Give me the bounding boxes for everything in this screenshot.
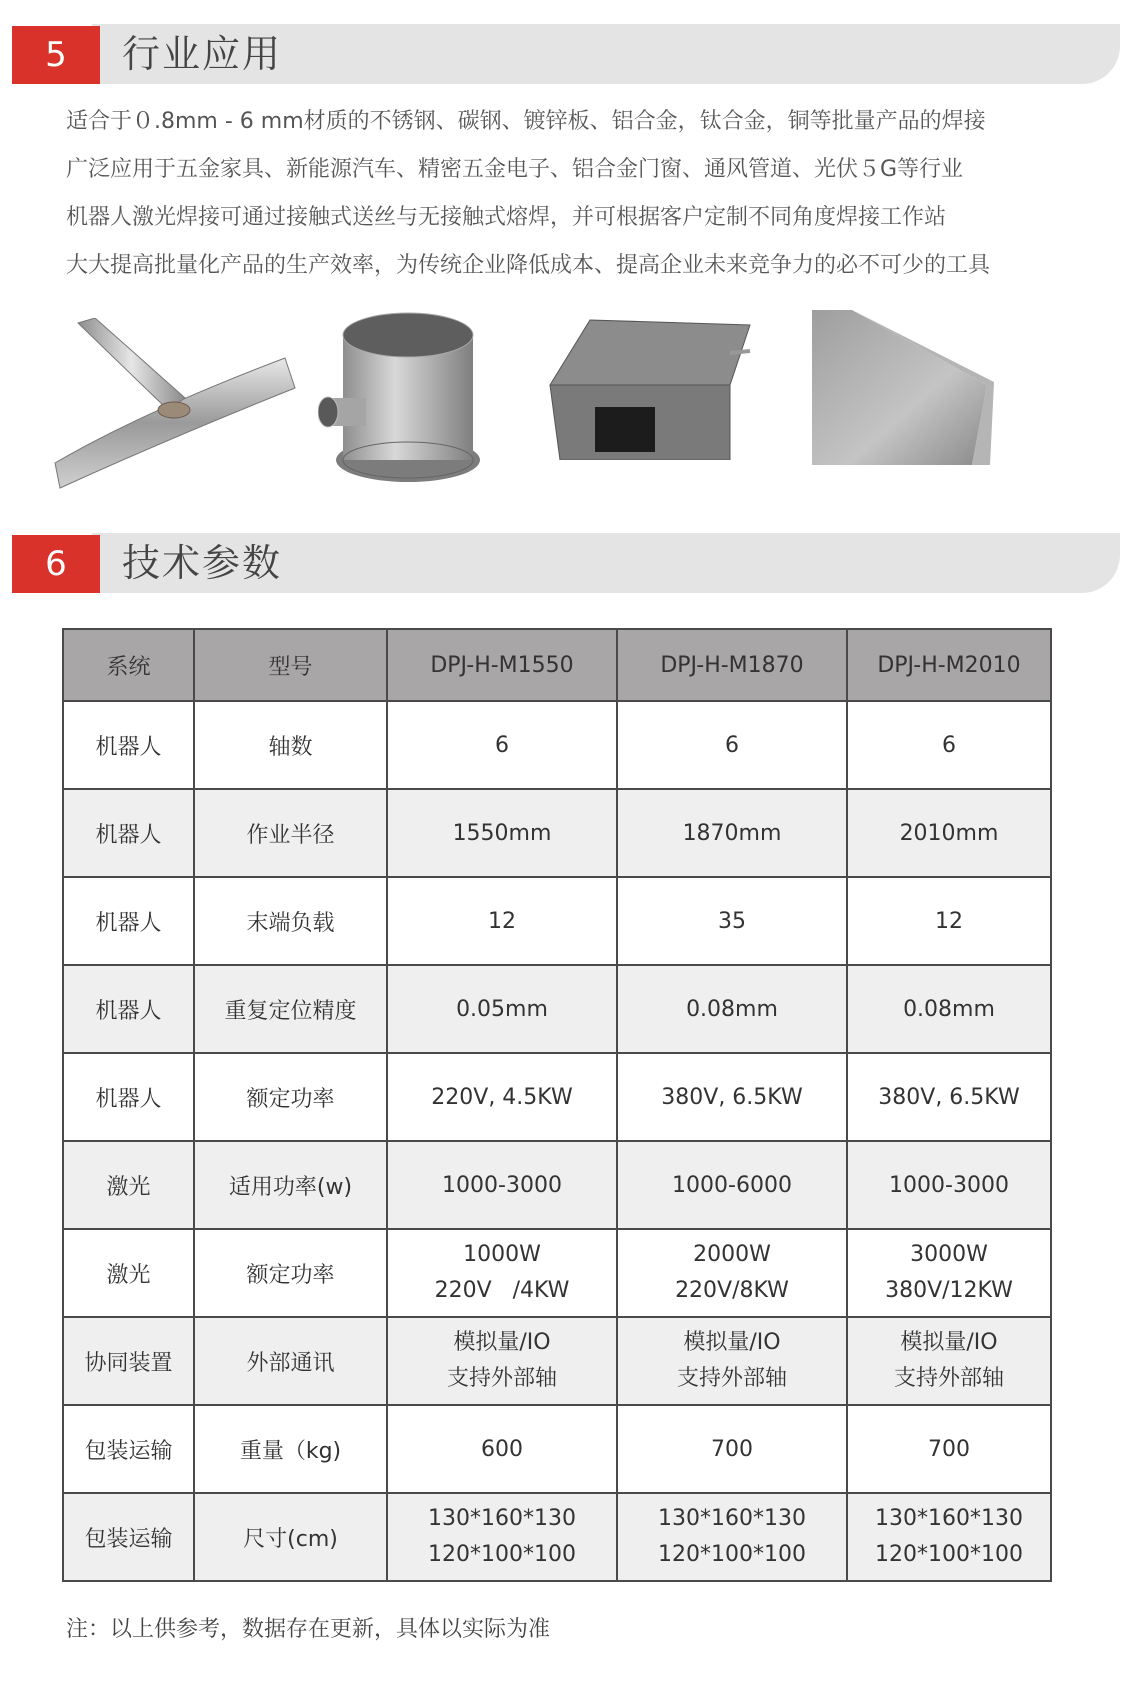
cell-param: 重复定位精度: [194, 965, 387, 1053]
intro-line: 大大提高批量化产品的生产效率，为传统企业降低成本、提高企业未来竞争力的必不可少的工具: [66, 253, 991, 278]
cell-line: 120*100*100: [875, 1542, 1023, 1567]
cell-line: 120*100*100: [658, 1542, 806, 1567]
table-row: [63, 965, 1051, 1053]
table-row: [63, 1317, 1051, 1405]
cell-value: [387, 1493, 617, 1581]
header-cell-m1870: DPJ-H-M1870: [617, 629, 847, 701]
welded-tube-image: [50, 318, 300, 493]
cell-system: 机器人: [63, 877, 194, 965]
cell-value: 1000-3000: [847, 1141, 1051, 1229]
cell-param: 作业半径: [194, 789, 387, 877]
cell-param: 额定功率: [194, 1053, 387, 1141]
cell-line: 130*160*130: [428, 1506, 576, 1531]
cell-param: 轴数: [194, 701, 387, 789]
cell-line: 120*100*100: [428, 1542, 576, 1567]
intro-line: 适合于０.8mm - 6 mm材质的不锈钢、碳钢、镀锌板、铝合金，钛合金，铜等批量产品的焊接: [66, 109, 986, 134]
cell-system: 协同装置: [63, 1317, 194, 1405]
cell-line: 支持外部轴: [893, 1366, 1004, 1391]
cell-value: 700: [847, 1405, 1051, 1493]
cell-param: 外部通讯: [194, 1317, 387, 1405]
welded-box-image: [540, 315, 760, 460]
table-row: [63, 1493, 1051, 1581]
cell-line: 支持外部轴: [676, 1366, 787, 1391]
cell-value: [847, 1229, 1051, 1317]
cell-line: 380V/12KW: [885, 1278, 1013, 1303]
section-header-application: [12, 24, 1120, 84]
cell-system: 机器人: [63, 965, 194, 1053]
cell-value: [617, 1493, 847, 1581]
cell-value: 380V, 6.5KW: [847, 1053, 1051, 1141]
section-title: 行业应用: [122, 32, 283, 76]
intro-line: 广泛应用于五金家具、新能源汽车、精密五金电子、铝合金门窗、通风管道、光伏５G等行业: [66, 157, 964, 182]
cell-line: 130*160*130: [658, 1506, 806, 1531]
cell-value: 12: [847, 877, 1051, 965]
cell-line: 220V /4KW: [434, 1278, 570, 1303]
cell-value: 12: [387, 877, 617, 965]
table-row: [63, 877, 1051, 965]
header-cell-m2010: DPJ-H-M2010: [847, 629, 1051, 701]
cell-value: 1000-6000: [617, 1141, 847, 1229]
cell-line: 模拟量/IO: [900, 1330, 998, 1355]
cell-value: 1550mm: [387, 789, 617, 877]
table-row: [63, 1405, 1051, 1493]
cell-value: 2010mm: [847, 789, 1051, 877]
cell-system: 激光: [63, 1141, 194, 1229]
cell-value: 1870mm: [617, 789, 847, 877]
cell-param: 末端负载: [194, 877, 387, 965]
cell-system: 机器人: [63, 701, 194, 789]
cell-system: 激光: [63, 1229, 194, 1317]
cell-value: 0.08mm: [617, 965, 847, 1053]
cell-system: 机器人: [63, 789, 194, 877]
cell-value: 0.05mm: [387, 965, 617, 1053]
section-number: 5: [12, 26, 100, 84]
intro-text: [66, 98, 1106, 290]
cell-value: 600: [387, 1405, 617, 1493]
header-cell-m1550: DPJ-H-M1550: [387, 629, 617, 701]
cell-value: 6: [847, 701, 1051, 789]
table-header-row: [63, 629, 1051, 701]
cell-value: [387, 1229, 617, 1317]
cell-line: 2000W: [693, 1242, 771, 1267]
cell-param: 额定功率: [194, 1229, 387, 1317]
cell-param: 尺寸(cm): [194, 1493, 387, 1581]
cell-value: [617, 1317, 847, 1405]
cell-line: 220V/8KW: [675, 1278, 789, 1303]
cell-line: 3000W: [910, 1242, 988, 1267]
cell-value: 35: [617, 877, 847, 965]
cell-value: 1000-3000: [387, 1141, 617, 1229]
cell-value: 380V, 6.5KW: [617, 1053, 847, 1141]
cell-value: [847, 1317, 1051, 1405]
cell-line: 支持外部轴: [446, 1366, 557, 1391]
intro-line: 机器人激光焊接可通过接触式送丝与无接触式熔焊，并可根据客户定制不同角度焊接工作站: [66, 205, 947, 230]
cell-value: [387, 1317, 617, 1405]
welded-cylinder-image: [318, 310, 488, 500]
cell-value: 6: [387, 701, 617, 789]
section-header-specs: [12, 533, 1120, 593]
spec-table: [62, 628, 1052, 1582]
cell-param: 适用功率(w): [194, 1141, 387, 1229]
cell-value: [847, 1493, 1051, 1581]
table-row: [63, 1229, 1051, 1317]
header-cell-system: 系统: [63, 629, 194, 701]
cell-line: 模拟量/IO: [453, 1330, 551, 1355]
cell-value: [617, 1229, 847, 1317]
cell-value: 0.08mm: [847, 965, 1051, 1053]
cell-value: 700: [617, 1405, 847, 1493]
section-title: 技术参数: [122, 541, 283, 585]
section-number: 6: [12, 535, 100, 593]
table-row: [63, 701, 1051, 789]
footnote: 注：以上供参考，数据存在更新，具体以实际为准: [66, 1617, 551, 1642]
cell-system: 包装运输: [63, 1405, 194, 1493]
table-row: [63, 1141, 1051, 1229]
cell-param: 重量（kg): [194, 1405, 387, 1493]
welded-sheet-image: [812, 310, 997, 470]
cell-system: 包装运输: [63, 1493, 194, 1581]
cell-value: 6: [617, 701, 847, 789]
cell-system: 机器人: [63, 1053, 194, 1141]
cell-value: 220V, 4.5KW: [387, 1053, 617, 1141]
cell-line: 模拟量/IO: [683, 1330, 781, 1355]
cell-line: 1000W: [463, 1242, 541, 1267]
table-row: [63, 789, 1051, 877]
table-row: [63, 1053, 1051, 1141]
cell-line: 130*160*130: [875, 1506, 1023, 1531]
header-cell-model: 型号: [194, 629, 387, 701]
product-photos: [0, 310, 1133, 500]
